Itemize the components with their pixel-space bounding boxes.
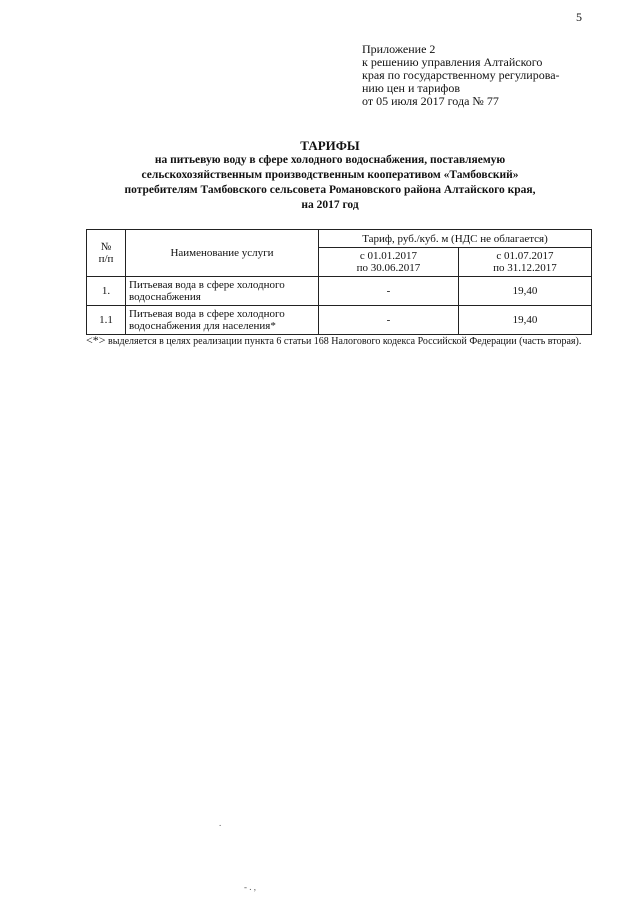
row-tariff-period-2: 19,40 [459,277,592,306]
header-period-2: с 01.07.2017 по 31.12.2017 [459,248,592,277]
row-num: 1. [87,277,126,306]
header-tariff: Тариф, руб./куб. м (НДС не облагается) [319,230,592,248]
table-header-row [87,230,592,248]
title-line: потребителям Тамбовского сельсовета Романовского района Алтайского края, [124,184,536,196]
title-line: сельскохозяйственным производственным кооперативом «Тамбовский» [141,169,519,181]
appendix-line: к решению управления Алтайского [362,55,543,69]
title-main: ТАРИФЫ [300,138,360,153]
appendix-header [362,43,622,108]
table-row [87,277,592,306]
title-line: на 2017 год [301,199,359,211]
scan-mark: - . , [244,882,256,892]
header-period-1: с 01.01.2017 по 30.06.2017 [319,248,459,277]
row-num: 1.1 [87,306,126,335]
tariff-table [86,229,592,335]
row-service-name: Питьевая вода в сфере холодного водоснабжения для населения* [126,306,319,335]
header-num: № п/п [87,230,126,277]
footnote-mark: <*> [86,333,106,347]
row-tariff-period-1: - [319,306,459,335]
row-tariff-period-2: 19,40 [459,306,592,335]
document-title [60,138,600,213]
scan-mark: . [219,818,222,828]
page-number: 5 [576,10,582,24]
footnote [86,334,592,348]
appendix-line: края по государственному регулирова- [362,68,560,82]
table-row [87,306,592,335]
appendix-line: нию цен и тарифов [362,81,460,95]
row-service-name: Питьевая вода в сфере холодного водоснабжения [126,277,319,306]
row-tariff-period-1: - [319,277,459,306]
appendix-line: Приложение 2 [362,42,436,56]
header-service-name: Наименование услуги [126,230,319,277]
appendix-line: от 05 июля 2017 года № 77 [362,94,499,108]
footnote-text: выделяется в целях реализации пункта 6 статьи 168 Налогового кодекса Российской Федерации (часть вторая). [105,336,582,347]
title-line: на питьевую воду в сфере холодного водоснабжения, поставляемую [154,154,506,166]
